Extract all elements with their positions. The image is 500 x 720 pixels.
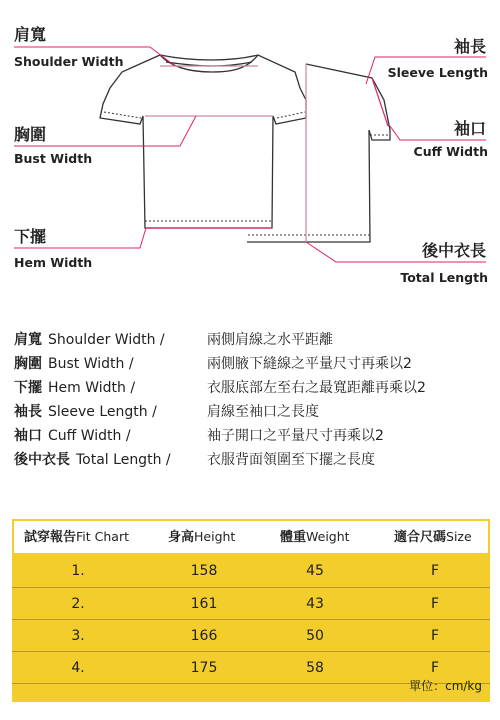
cell-size: F <box>430 660 440 676</box>
header-zh: 適合尺碼 <box>394 530 447 545</box>
cell-height: 166 <box>190 628 218 644</box>
desc-row <box>14 354 412 374</box>
desc-en: Bust Width / <box>48 356 134 372</box>
header-zh: 試穿報告 <box>24 530 77 545</box>
header-en: Size <box>446 529 472 544</box>
desc-text: 兩側腋下縫線之平量尺寸再乘以2 <box>207 356 412 372</box>
desc-zh: 肩寬 <box>14 332 42 348</box>
label-sleeve-en: Sleeve Length <box>387 65 488 80</box>
desc-zh: 袖長 <box>14 404 42 420</box>
cell-size: F <box>430 563 440 579</box>
header-height <box>168 521 235 553</box>
unit-label: 單位：cm/kg <box>409 679 482 693</box>
cell-height: 161 <box>190 596 218 612</box>
header-en: Weight <box>306 529 350 544</box>
desc-zh: 後中衣長 <box>14 452 70 468</box>
cell-weight: 50 <box>306 628 324 644</box>
desc-row <box>14 450 375 470</box>
desc-en: Sleeve Length / <box>48 404 157 420</box>
desc-row <box>14 426 384 446</box>
desc-zh: 袖口 <box>14 428 42 444</box>
header-fit-chart <box>24 521 129 553</box>
desc-row <box>14 378 426 398</box>
header-zh: 身高 <box>168 530 195 545</box>
desc-row <box>14 402 319 422</box>
label-total-zh: 後中衣長 <box>421 241 486 260</box>
header-size <box>394 521 472 553</box>
table-header <box>12 519 490 555</box>
front-shirt-icon <box>100 55 306 228</box>
fit-chart-table <box>12 519 490 702</box>
desc-en: Cuff Width / <box>48 428 131 444</box>
label-shoulder-en: Shoulder Width <box>14 54 124 69</box>
desc-text: 衣服底部左至右之最寬距離再乘以2 <box>207 380 426 396</box>
cell-weight: 45 <box>306 563 324 579</box>
cell-index: 1. <box>71 563 85 579</box>
desc-text: 兩側肩線之水平距離 <box>207 332 333 348</box>
label-hem-zh: 下擺 <box>14 227 47 246</box>
header-zh: 體重 <box>280 530 307 545</box>
cell-index: 2. <box>71 596 85 612</box>
label-bust-zh: 胸圍 <box>14 125 47 144</box>
cell-index: 4. <box>71 660 85 676</box>
desc-en: Shoulder Width / <box>48 332 165 348</box>
desc-en: Hem Width / <box>48 380 136 396</box>
desc-text: 衣服背面領圍至下擺之長度 <box>207 452 375 468</box>
cell-weight: 58 <box>306 660 324 676</box>
label-bust-en: Bust Width <box>14 151 93 166</box>
cell-size: F <box>430 628 440 644</box>
header-en: Height <box>194 529 236 544</box>
label-cuff-en: Cuff Width <box>413 144 488 159</box>
desc-en: Total Length / <box>76 452 171 468</box>
cell-height: 158 <box>190 563 218 579</box>
cell-height: 175 <box>190 660 218 676</box>
header-en: Fit Chart <box>76 529 129 544</box>
back-shirt-icon <box>247 64 390 242</box>
label-sleeve-zh: 袖長 <box>453 37 486 56</box>
header-weight <box>280 521 350 553</box>
table-row <box>12 587 490 620</box>
label-total-en: Total Length <box>400 270 488 285</box>
cell-size: F <box>430 596 440 612</box>
desc-text: 肩線至袖口之長度 <box>207 404 319 420</box>
desc-zh: 胸圍 <box>14 356 42 372</box>
cell-weight: 43 <box>306 596 324 612</box>
cell-index: 3. <box>71 628 85 644</box>
measure-lines <box>145 64 388 242</box>
table-row <box>12 555 490 587</box>
desc-row <box>14 330 333 350</box>
label-hem-en: Hem Width <box>14 255 93 270</box>
desc-zh: 下擺 <box>14 380 42 396</box>
desc-text: 袖子開口之平量尺寸再乘以2 <box>207 428 384 444</box>
table-row <box>12 619 490 652</box>
label-shoulder-zh: 肩寬 <box>14 25 47 44</box>
label-cuff-zh: 袖口 <box>453 119 486 138</box>
